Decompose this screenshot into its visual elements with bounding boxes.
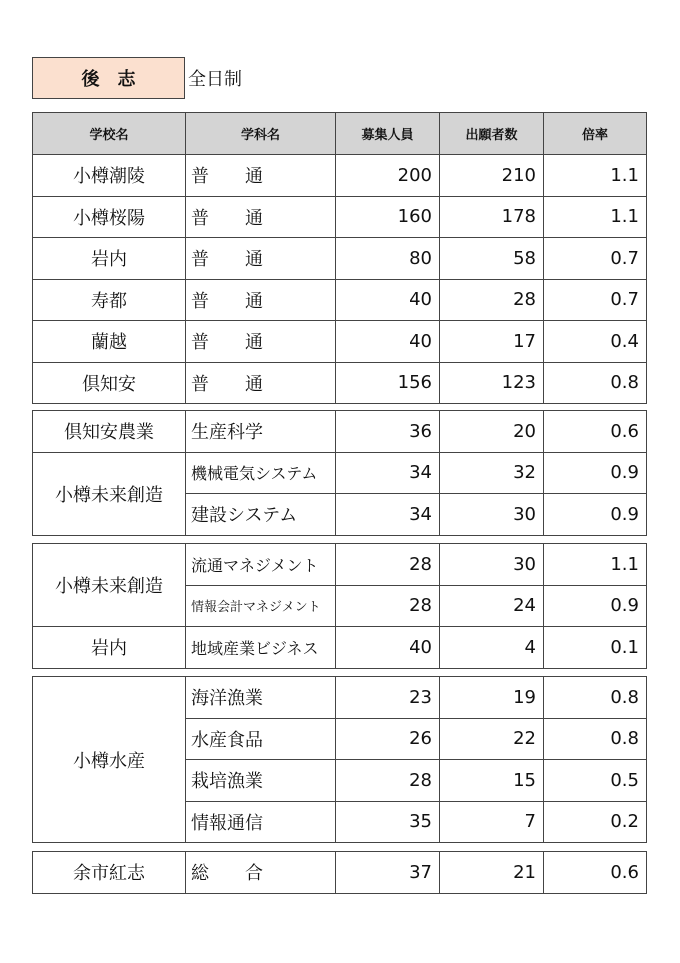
capacity-value: 26 xyxy=(336,718,440,760)
department-name: 情報通信 xyxy=(186,801,336,843)
department-name: 普 通 xyxy=(186,321,336,363)
table-row xyxy=(33,852,647,894)
ratio-value: 0.2 xyxy=(544,801,647,843)
department-name: 機械電気システム xyxy=(186,452,336,494)
department-name: 海洋漁業 xyxy=(186,677,336,719)
capacity-value: 34 xyxy=(336,452,440,494)
school-name: 小樽桜陽 xyxy=(33,196,186,238)
ratio-value: 0.9 xyxy=(544,494,647,536)
capacity-value: 28 xyxy=(336,760,440,802)
school-name: 小樽水産 xyxy=(33,677,186,843)
table-row xyxy=(33,452,647,494)
school-name: 寿都 xyxy=(33,279,186,321)
capacity-value: 36 xyxy=(336,411,440,453)
table-row xyxy=(33,411,647,453)
ratio-value: 0.7 xyxy=(544,279,647,321)
region-badge xyxy=(32,57,185,99)
applicants-value: 32 xyxy=(440,452,544,494)
school-name: 蘭越 xyxy=(33,321,186,363)
ratio-value: 1.1 xyxy=(544,155,647,197)
department-name: 生産科学 xyxy=(186,411,336,453)
school-name: 余市紅志 xyxy=(33,852,186,894)
applicants-value: 178 xyxy=(440,196,544,238)
column-header-capacity: 募集人員 xyxy=(336,113,440,155)
applicants-value: 30 xyxy=(440,494,544,536)
table-row xyxy=(33,279,647,321)
ratio-value: 0.8 xyxy=(544,718,647,760)
department-name: 普 通 xyxy=(186,279,336,321)
capacity-value: 160 xyxy=(336,196,440,238)
school-name: 小樽未来創造 xyxy=(33,452,186,535)
capacity-value: 156 xyxy=(336,362,440,404)
capacity-value: 34 xyxy=(336,494,440,536)
department-name: 情報会計マネジメント xyxy=(186,585,336,627)
school-name: 小樽未来創造 xyxy=(33,544,186,627)
school-name: 倶知安 xyxy=(33,362,186,404)
department-name: 普 通 xyxy=(186,196,336,238)
ratio-value: 1.1 xyxy=(544,544,647,586)
capacity-value: 40 xyxy=(336,627,440,669)
table-row xyxy=(33,196,647,238)
school-name: 倶知安農業 xyxy=(33,411,186,453)
applicants-value: 28 xyxy=(440,279,544,321)
ratio-value: 1.1 xyxy=(544,196,647,238)
ratio-value: 0.6 xyxy=(544,411,647,453)
column-header-department: 学科名 xyxy=(186,113,336,155)
ratio-value: 0.9 xyxy=(544,585,647,627)
table-row xyxy=(33,544,647,586)
capacity-value: 35 xyxy=(336,801,440,843)
applicants-value: 17 xyxy=(440,321,544,363)
region-label: 後志 xyxy=(81,69,154,90)
ratio-value: 0.5 xyxy=(544,760,647,802)
applicants-value: 7 xyxy=(440,801,544,843)
capacity-value: 40 xyxy=(336,321,440,363)
department-name: 普 通 xyxy=(186,155,336,197)
department-name: 普 通 xyxy=(186,362,336,404)
table-row xyxy=(33,362,647,404)
course-type-label: 全日制 xyxy=(188,69,242,90)
table-header-row xyxy=(33,113,647,155)
table-row xyxy=(33,155,647,197)
ratio-value: 0.1 xyxy=(544,627,647,669)
capacity-value: 37 xyxy=(336,852,440,894)
department-name: 総 合 xyxy=(186,852,336,894)
school-name: 岩内 xyxy=(33,627,186,669)
school-name: 岩内 xyxy=(33,238,186,280)
department-name: 普 通 xyxy=(186,238,336,280)
ratio-value: 0.6 xyxy=(544,852,647,894)
applications-table-commerce xyxy=(32,543,647,669)
capacity-value: 28 xyxy=(336,544,440,586)
ratio-value: 0.9 xyxy=(544,452,647,494)
capacity-value: 80 xyxy=(336,238,440,280)
applicants-value: 19 xyxy=(440,677,544,719)
department-name: 栽培漁業 xyxy=(186,760,336,802)
ratio-value: 0.7 xyxy=(544,238,647,280)
capacity-value: 200 xyxy=(336,155,440,197)
ratio-value: 0.8 xyxy=(544,362,647,404)
table-row xyxy=(33,321,647,363)
table-row xyxy=(33,677,647,719)
applicants-value: 15 xyxy=(440,760,544,802)
applications-table-fisheries xyxy=(32,676,647,843)
table-row xyxy=(33,238,647,280)
applicants-value: 22 xyxy=(440,718,544,760)
applications-table-general xyxy=(32,112,647,404)
column-header-school: 学校名 xyxy=(33,113,186,155)
department-name: 水産食品 xyxy=(186,718,336,760)
school-name: 小樽潮陵 xyxy=(33,155,186,197)
applicants-value: 58 xyxy=(440,238,544,280)
applications-table-integrated xyxy=(32,851,647,894)
ratio-value: 0.4 xyxy=(544,321,647,363)
department-name: 流通マネジメント xyxy=(186,544,336,586)
column-header-applicants: 出願者数 xyxy=(440,113,544,155)
capacity-value: 23 xyxy=(336,677,440,719)
applicants-value: 21 xyxy=(440,852,544,894)
applicants-value: 210 xyxy=(440,155,544,197)
applicants-value: 24 xyxy=(440,585,544,627)
department-name: 建設システム xyxy=(186,494,336,536)
column-header-ratio: 倍率 xyxy=(544,113,647,155)
capacity-value: 40 xyxy=(336,279,440,321)
applicants-value: 4 xyxy=(440,627,544,669)
capacity-value: 28 xyxy=(336,585,440,627)
applicants-value: 30 xyxy=(440,544,544,586)
ratio-value: 0.8 xyxy=(544,677,647,719)
applications-table-agri-industrial xyxy=(32,410,647,536)
applicants-value: 123 xyxy=(440,362,544,404)
department-name: 地域産業ビジネス xyxy=(186,627,336,669)
applicants-value: 20 xyxy=(440,411,544,453)
table-row xyxy=(33,627,647,669)
